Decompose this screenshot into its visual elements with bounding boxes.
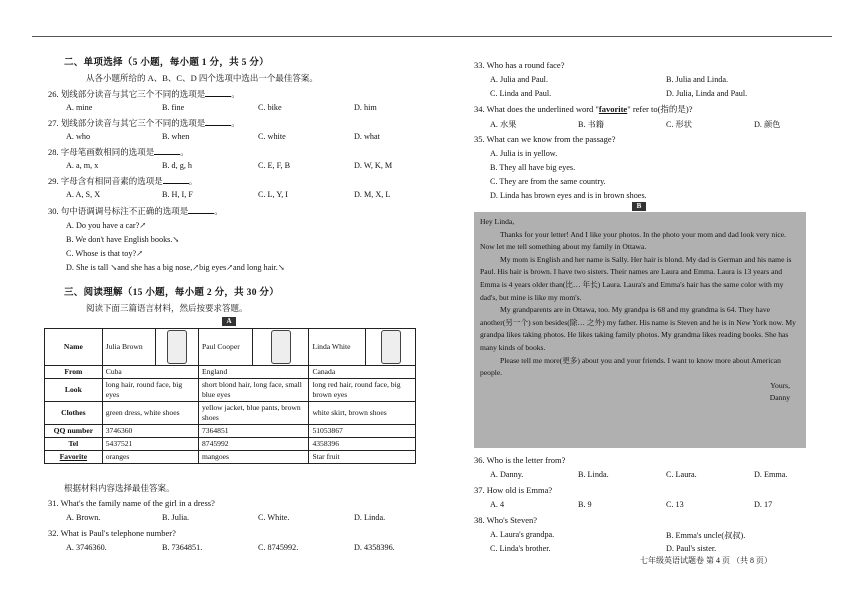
girl-figure-icon <box>167 330 187 364</box>
q32-option-b[interactable]: B. 7364851. <box>162 543 203 552</box>
q31-option-d[interactable]: D. Linda. <box>354 513 386 522</box>
q26-option-d[interactable]: D. him <box>354 103 377 112</box>
linda-name: Linda White <box>309 329 366 366</box>
q26-option-c[interactable]: C. bike <box>258 103 282 112</box>
table-row: From Cuba England Canada <box>45 366 416 379</box>
paul-photo <box>252 329 309 366</box>
table-instructions: 根据材料内容选择最佳答案。 <box>64 483 175 493</box>
q34-option-b[interactable]: B. 书籍 <box>578 120 604 129</box>
q30-option-c[interactable]: C. Whose is that toy?↗ <box>66 249 143 258</box>
q35-option-b[interactable]: B. They all have big eyes. <box>490 163 576 172</box>
info-table <box>44 328 416 464</box>
q26-option-b[interactable]: B. fine <box>162 103 185 112</box>
q32-option-c[interactable]: C. 8745992. <box>258 543 299 552</box>
q35-option-d[interactable]: D. Linda has brown eyes and is in brown shoes. <box>490 191 647 200</box>
q28-option-d[interactable]: D. W, K, M <box>354 161 393 170</box>
q32-option-a[interactable]: A. 3746360. <box>66 543 107 552</box>
boy-figure-icon <box>271 330 291 364</box>
q27-option-d[interactable]: D. what <box>354 132 380 141</box>
question-37: 37. How old is Emma? <box>474 485 553 495</box>
letter-passage <box>474 212 806 448</box>
letter-paragraph: Please tell me more(更多) about you and your friends. I want to know more about American people. <box>480 355 781 378</box>
q38-option-c[interactable]: C. Linda's brother. <box>490 544 551 553</box>
letter-paragraph: Thanks for your letter! And I like your photos. In the photo your mom and dad look very nice. Now let me tell something about my family in Ottawa. <box>480 229 786 252</box>
linda-photo <box>366 329 416 366</box>
q38-option-b[interactable]: B. Emma's uncle(叔叔). <box>666 531 746 540</box>
q36-option-b[interactable]: B. Linda. <box>578 470 609 479</box>
q26-option-a[interactable]: A. mine <box>66 103 93 112</box>
q27-option-a[interactable]: A. who <box>66 132 91 141</box>
q37-option-b[interactable]: B. 9 <box>578 500 592 509</box>
passage-b-marker: B <box>632 202 646 211</box>
paul-name: Paul Cooper <box>198 329 252 366</box>
julia-name: Julia Brown <box>102 329 155 366</box>
q27-option-c[interactable]: C. white <box>258 132 286 141</box>
table-row: Favorite oranges mangoes Star fruit <box>45 451 416 464</box>
q37-option-a[interactable]: A. 4 <box>490 500 505 509</box>
section3-title: 三、阅读理解（15 小题，每小题 2 分，共 30 分） <box>64 288 280 298</box>
q38-option-d[interactable]: D. Paul's sister. <box>666 544 717 553</box>
q32-option-d[interactable]: D. 4358396. <box>354 543 395 552</box>
q33-option-b[interactable]: B. Julia and Linda. <box>666 75 729 84</box>
letter-signature: Danny <box>769 393 790 403</box>
table-row: Tel 5437521 8745992 4358396 <box>45 438 416 451</box>
letter-paragraph: My mom is English and her name is Sally. Her hair is blond. My dad is German and his name is Paul. His hair is brown. I have two sisters. Their names are Laura and Emma. Laura is 13 years and Emma is 4 years older than(比… 年长) Laura. Laura's and Emma's hair has the same color with my dad's, but mine is like my mom's. <box>480 254 792 302</box>
q34-option-c[interactable]: C. 形状 <box>666 120 692 129</box>
q28-option-c[interactable]: C. E, F, B <box>258 161 291 170</box>
letter-paragraph: My grandparents are in Ottawa, too. My grandpa is 68 and my grandma is 64. They have another(另一个) son besides(除… 之外) my father. His name is Steven and he is in New York now. My grandpa likes taking photos. He likes taking family photos. My grandma likes reading books. She has many kinds of books. <box>480 305 796 352</box>
q29-option-d[interactable]: D. M, X, L <box>354 190 391 199</box>
q28-option-b[interactable]: B. d, g, h <box>162 161 193 170</box>
name-label: Name <box>45 329 103 366</box>
q34-option-a[interactable]: A. 水果 <box>490 120 517 129</box>
q29-option-a[interactable]: A. A, S, X <box>66 190 101 199</box>
q33-option-c[interactable]: C. Linda and Paul. <box>490 89 552 98</box>
q30-option-b[interactable]: B. We don't have English books.↘ <box>66 235 180 244</box>
julia-photo <box>156 329 199 366</box>
q34-option-d[interactable]: D. 颜色 <box>754 120 781 129</box>
table-row: QQ number 3746360 7364851 51053867 <box>45 425 416 438</box>
question-36: 36. Who is the letter from? <box>474 455 566 465</box>
q35-option-a[interactable]: A. Julia is in yellow. <box>490 149 558 158</box>
q29-option-b[interactable]: B. H, I, F <box>162 190 193 199</box>
section2-title: 二、单项选择（5 小题，每小题 1 分，共 5 分） <box>64 58 269 68</box>
q29-option-c[interactable]: C. L, Y, I <box>258 190 289 199</box>
question-34: 34. What does the underlined word "favorite" refer to(指的是)? <box>474 104 693 114</box>
girl-portrait-icon <box>381 330 401 364</box>
q36-option-d[interactable]: D. Emma. <box>754 470 788 479</box>
q33-option-d[interactable]: D. Julia, Linda and Paul. <box>666 89 748 98</box>
table-row: Clothes green dress, white shoes yellow jacket, blue pants, brown shoes white skirt, brown shoes <box>45 402 416 425</box>
q30-option-a[interactable]: A. Do you have a car?↗ <box>66 221 147 230</box>
q37-option-d[interactable]: D. 17 <box>754 500 773 509</box>
question-30: 30. 句中语调调号标注不正确的选项是 。 <box>48 206 223 216</box>
q38-option-a[interactable]: A. Laura's grandpa. <box>490 530 555 539</box>
question-31: 31. What's the family name of the girl in a dress? <box>48 498 215 508</box>
q35-option-c[interactable]: C. They are from the same country. <box>490 177 606 186</box>
section3-instructions: 阅读下面三篇语言材料，然后按要求答题。 <box>86 303 248 313</box>
q33-option-a[interactable]: A. Julia and Paul. <box>490 75 548 84</box>
q31-option-a[interactable]: A. Brown. <box>66 513 101 522</box>
q30-option-d[interactable]: D. She is tall ↘and she has a big nose,↗big eyes↗and long hair.↘ <box>66 263 285 272</box>
table-row <box>45 329 416 366</box>
q28-option-a[interactable]: A. a, m, x <box>66 161 99 170</box>
letter-greeting: Hey Linda, <box>480 217 515 226</box>
q37-option-c[interactable]: C. 13 <box>666 500 684 509</box>
q36-option-a[interactable]: A. Danny. <box>490 470 524 479</box>
q31-option-b[interactable]: B. Julia. <box>162 513 190 522</box>
question-32: 32. What is Paul's telephone number? <box>48 528 176 538</box>
letter-closing: Yours, <box>770 380 790 390</box>
q31-option-c[interactable]: C. White. <box>258 513 290 522</box>
top-rule <box>32 36 832 37</box>
section2-instructions: 从各小题所给的 A、B、C、D 四个选项中选出一个最佳答案。 <box>86 73 318 83</box>
question-38: 38. Who's Steven? <box>474 515 537 525</box>
question-35: 35. What can we know from the passage? <box>474 134 616 144</box>
passage-a-marker: A <box>222 317 236 326</box>
table-row: Look long hair, round face, big eyes short blond hair, long face, small blue eyes long red hair, round face, big brown eyes <box>45 379 416 402</box>
question-33: 33. Who has a round face? <box>474 60 565 70</box>
q27-option-b[interactable]: B. when <box>162 132 190 141</box>
page-footer: 七年级英语试题卷 第 4 页 （共 8 页） <box>640 556 772 565</box>
q36-option-c[interactable]: C. Laura. <box>666 470 697 479</box>
